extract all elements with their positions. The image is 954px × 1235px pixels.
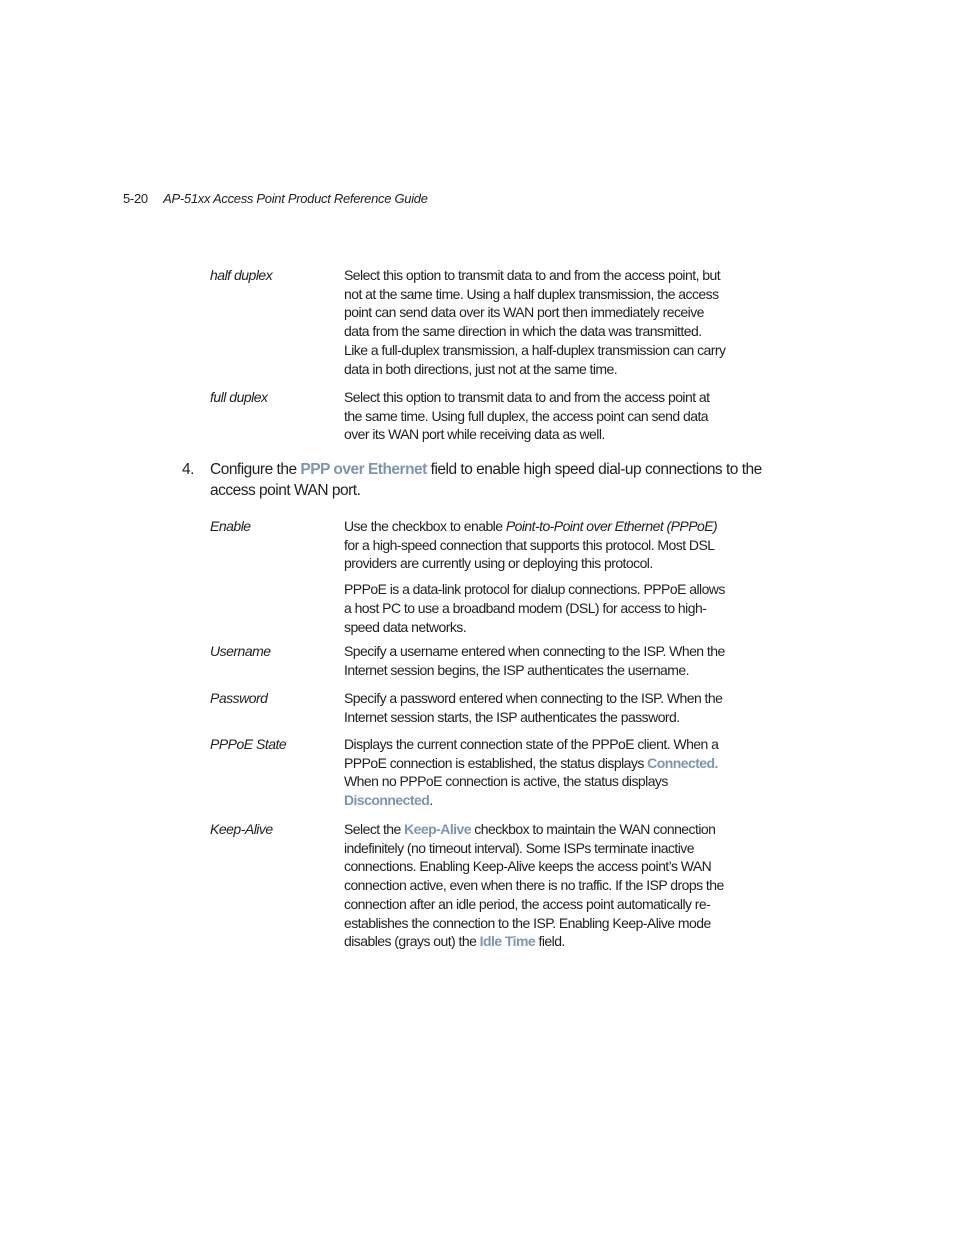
- state-middle: When no PPPoE connection is active, the status displays: [344, 773, 668, 790]
- enable-paragraph-2: PPPoE is a data-link protocol for dialup connections. PPPoE allows a host PC to use a broadband modem (DSL) for access to high-speed data networks.: [344, 581, 725, 635]
- description-password: Specify a password entered when connecting to the ISP. When the Internet session starts, the ISP authenticates the password.: [344, 690, 723, 725]
- state-prefix: Displays the current connection state of the PPPoE client. When a PPPoE connection is established, the status displays: [344, 736, 719, 771]
- connected-label: Connected.: [647, 754, 718, 771]
- page-number: 5-20: [123, 191, 148, 206]
- keepalive-middle: checkbox to maintain the WAN connection indefinitely (no timeout interval). Some ISPs terminate inactive connections. Enabling Keep-Alive keeps the access point’s WAN connection active, even when there is no traffic. If the ISP drops the connection after an idle period, the access point automatically re-establishes the connection to the ISP. Enabling Keep-Alive mode disables (grays out) the: [344, 821, 724, 950]
- description-half-duplex: Select this option to transmit data to and from the access point, but not at the same time. Using a half duplex transmission, the access point can send data over its WAN port then immediately receive data from the same direction in which the data was transmitted. Like a full-duplex transmission, a half-duplex transmission can carry data in both directions, just not at the same time.: [344, 267, 726, 377]
- description-keep-alive: [344, 820, 726, 951]
- description-full-duplex: Select this option to transmit data to and from the access point at the same time. Using full duplex, the access point can send data over its WAN port while receiving data as well.: [344, 389, 710, 443]
- term-half-duplex: half duplex: [210, 267, 273, 283]
- description-enable: [344, 517, 726, 643]
- step-text: [210, 459, 762, 501]
- state-suffix: .: [429, 792, 433, 809]
- disconnected-label: Disconnected: [344, 792, 430, 809]
- idle-time-label: Idle Time: [479, 933, 536, 950]
- keepalive-suffix: field.: [535, 933, 565, 950]
- step-suffix: field to enable high speed dial-up connections to the access point WAN port.: [210, 461, 762, 499]
- term-pppoe-state: PPPoE State: [210, 736, 287, 752]
- pppoe-term: Point-to-Point over Ethernet (PPPoE): [505, 518, 718, 534]
- enable-paragraph-1: [344, 517, 726, 573]
- enable-p1-suffix: for a high-speed connection that supports this protocol. Most DSL providers are currently using or deploying this protocol.: [344, 536, 714, 572]
- term-enable: Enable: [210, 518, 251, 534]
- step-number: 4.: [182, 461, 194, 478]
- ppp-over-ethernet-label: PPP over Ethernet: [300, 461, 427, 478]
- keep-alive-label: Keep-Alive: [404, 821, 471, 837]
- term-keep-alive: Keep-Alive: [210, 821, 273, 837]
- term-username: Username: [210, 643, 271, 659]
- step-4: [182, 459, 762, 501]
- guide-title: AP-51xx Access Point Product Reference Guide: [163, 191, 428, 206]
- description-pppoe-state: [344, 735, 726, 810]
- term-full-duplex: full duplex: [210, 389, 268, 405]
- step-prefix: Configure the: [210, 461, 301, 478]
- enable-p1-prefix: Use the checkbox to enable: [344, 518, 506, 534]
- description-username: Specify a username entered when connecting to the ISP. When the Internet session begins, the ISP authenticates the username.: [344, 643, 725, 678]
- keepalive-prefix: Select the: [344, 821, 405, 837]
- term-password: Password: [210, 690, 268, 706]
- running-header: [123, 191, 428, 206]
